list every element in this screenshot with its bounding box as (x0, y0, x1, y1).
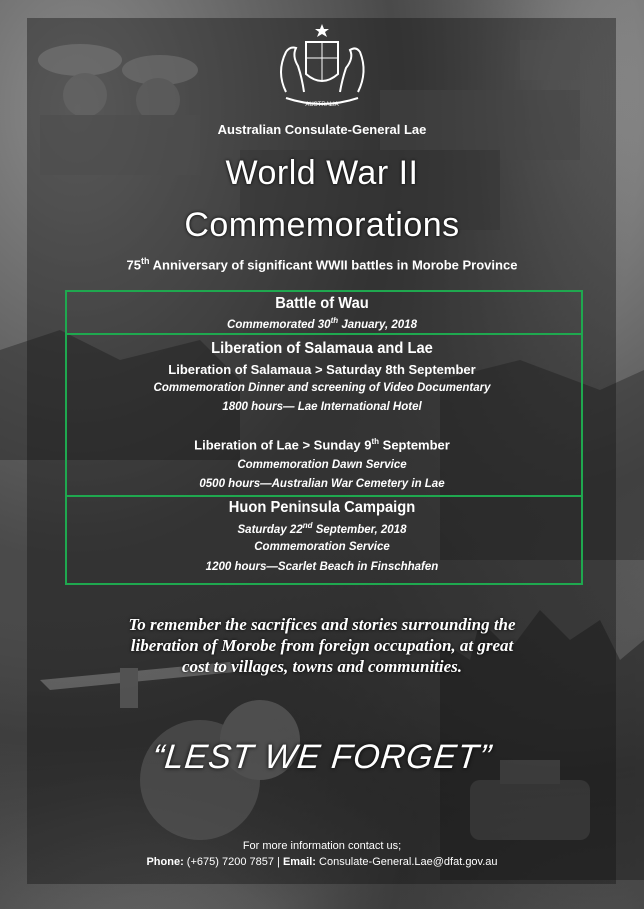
coat-of-arms-emblem (256, 22, 388, 116)
crest-ribbon-text: AUSTRALIA (305, 102, 339, 108)
wau-date-sup: th (330, 316, 339, 325)
lae-heading-sup: th (371, 437, 380, 446)
salamaua-heading: Liberation of Salamaua > Saturday 8th September (168, 362, 476, 377)
anniversary-number: 75 (126, 257, 142, 273)
anniversary-ordinal: th (141, 256, 150, 266)
mission-line-3: cost to villages, towns and communities. (181, 657, 463, 676)
consulate-name: Australian Consulate-General Lae (217, 122, 427, 137)
event-date-wau (0, 316, 644, 331)
salamaua-event: Commemoration Dinner and screening of Video Documentary (153, 382, 491, 394)
mission-line-1: To remember the sacrifices and stories surrounding the (128, 615, 516, 634)
huon-date (0, 521, 644, 536)
wau-date-pre: Commemorated 30 (227, 318, 331, 331)
huon-time: 1200 hours—Scarlet Beach in Finschhafen (205, 561, 439, 573)
huon-date-pre: Saturday 22 (237, 523, 303, 536)
phone-number: (+675) 7200 7857 | (183, 856, 283, 868)
event-title-salamaua-lae: Liberation of Salamaua and Lae (211, 340, 433, 357)
event-title-huon: Huon Peninsula Campaign (228, 499, 416, 516)
huon-date-sup: nd (302, 521, 313, 530)
mission-statement (60, 614, 584, 677)
anniversary-text: Anniversary of significant WWII battles in Morobe Province (149, 257, 518, 273)
lae-event: Commemoration Dawn Service (237, 459, 407, 471)
lest-we-forget-motto: “LEST WE FORGET” (150, 738, 494, 776)
phone-label: Phone: (146, 856, 184, 868)
lae-heading (0, 437, 644, 452)
contact-intro: For more information contact us; (242, 840, 402, 852)
lae-time: 0500 hours—Australian War Cemetery in Lae (199, 478, 445, 490)
salamaua-time: 1800 hours— Lae International Hotel (222, 401, 422, 413)
lae-heading-post: September (379, 437, 450, 453)
event-title-wau: Battle of Wau (275, 295, 369, 312)
lae-heading-pre: Liberation of Lae > Sunday 9 (194, 437, 372, 453)
title-line-1: World War II (225, 154, 419, 192)
huon-event: Commemoration Service (254, 541, 390, 553)
mission-line-2: liberation of Morobe from foreign occupation, at great (130, 636, 514, 655)
contact-details (0, 856, 644, 868)
email-address: Consulate-General.Lae@dfat.gov.au (315, 856, 498, 868)
anniversary-subtitle (0, 256, 644, 272)
title-line-2: Commemorations (184, 206, 460, 244)
wau-date-post: January, 2018 (338, 318, 417, 331)
email-label: Email: (282, 856, 316, 868)
huon-date-post: September, 2018 (312, 523, 407, 536)
